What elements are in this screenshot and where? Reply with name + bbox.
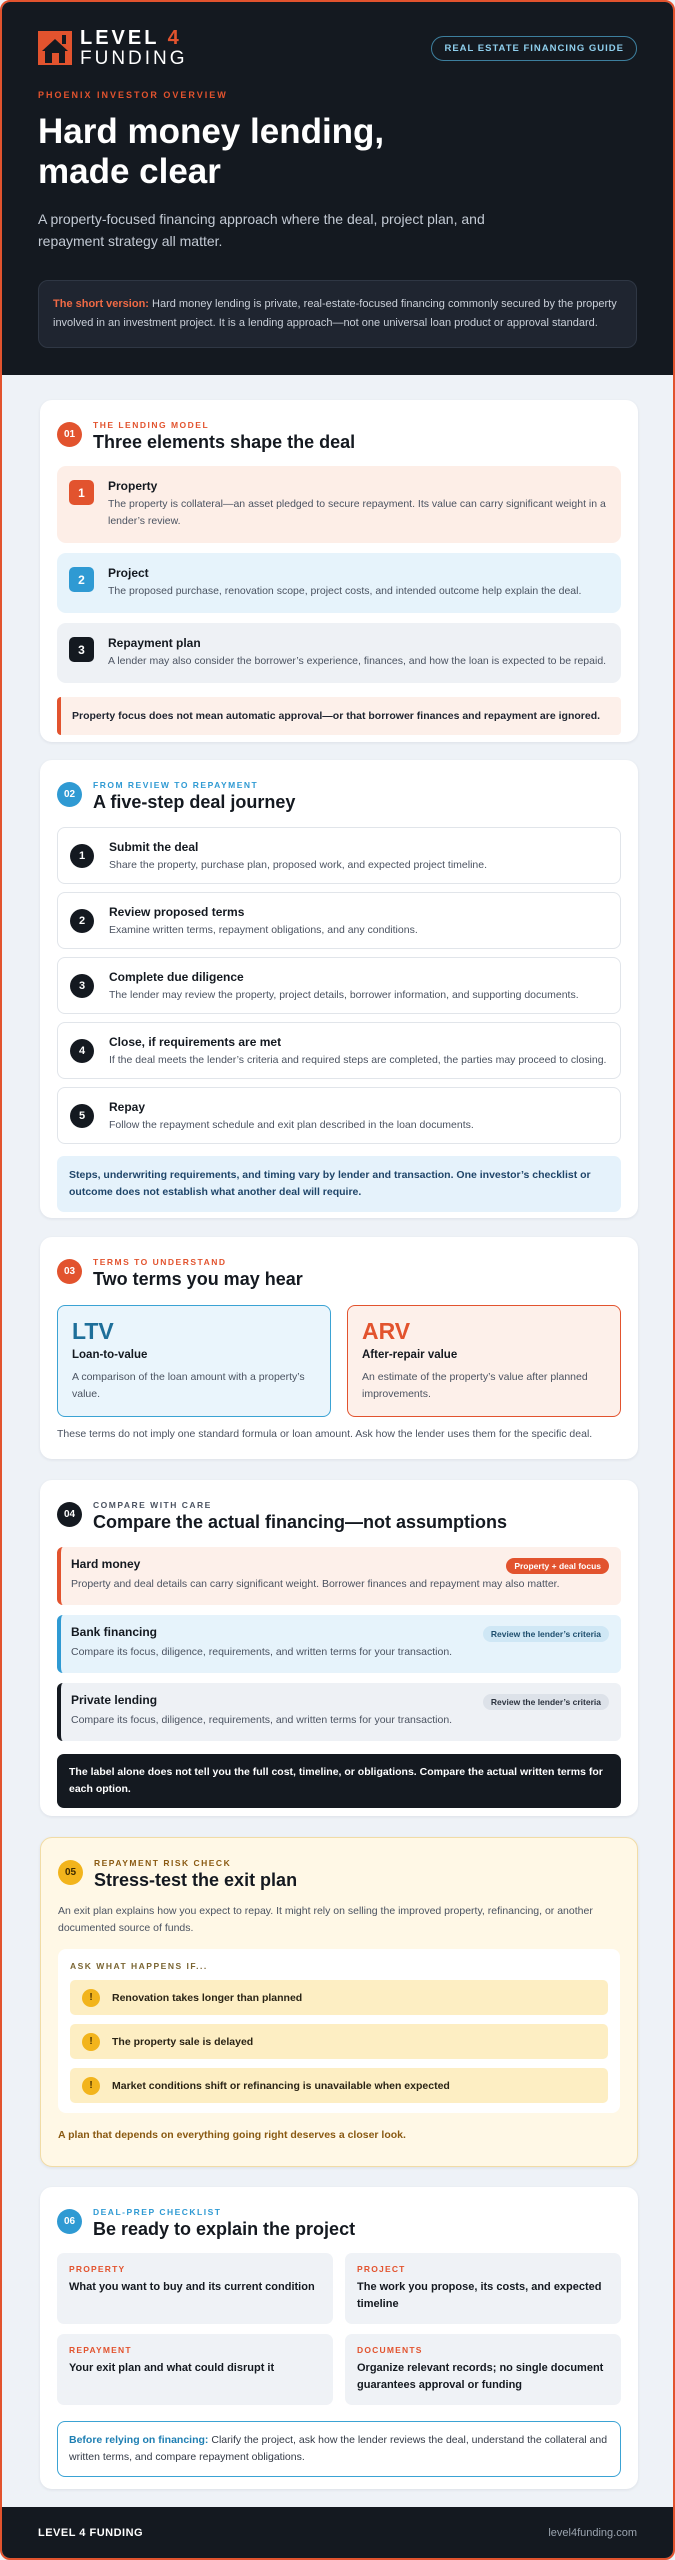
step-desc: If the deal meets the lender’s criteria and required steps are completed, the parties may proceed to closing.	[109, 1054, 607, 1066]
risk-item	[70, 1980, 608, 2015]
element-desc: The proposed purchase, renovation scope, project costs, and intended outcome help explain the deal.	[108, 585, 582, 597]
short-version-text: Hard money lending is private, real-estate-focused financing commonly secured by the property involved in an investment project. It is a lending approach—not one universal loan product or approval standard.	[53, 298, 617, 329]
section-title: A five-step deal journey	[93, 792, 296, 812]
step-number: 4	[70, 1039, 94, 1063]
ask-what-happens-box	[58, 1949, 620, 2113]
cell-label: PROPERTY	[69, 2264, 126, 2274]
checklist-cell	[57, 2253, 333, 2324]
section-deal-prep-checklist	[40, 2187, 638, 2489]
option-title: Private lending	[71, 1693, 158, 1707]
element-repayment-plan	[57, 623, 621, 683]
exit-warning: A plan that depends on everything going right deserves a closer look.	[58, 2129, 406, 2141]
step-number: 5	[70, 1104, 94, 1128]
term-arv	[347, 1305, 621, 1417]
section-eyebrow: THE LENDING MODEL	[93, 420, 210, 430]
ask-label: ASK WHAT HAPPENS IF...	[70, 1961, 208, 1971]
section-exit-plan	[40, 1837, 638, 2167]
step-desc: Examine written terms, repayment obligations, and any conditions.	[109, 924, 418, 936]
term-desc: A comparison of the loan amount with a property’s value.	[72, 1371, 305, 1400]
option-tag: Review the lender’s criteria	[483, 1694, 609, 1710]
section-number: 05	[58, 1860, 83, 1885]
section-number: 06	[57, 2209, 82, 2234]
rely-text: Clarify the project, ask how the lender reviews the deal, understand the collateral and written terms, and compare repayment obligations.	[69, 2434, 608, 2463]
section-number: 04	[57, 1502, 82, 1527]
section-title: Two terms you may hear	[93, 1269, 303, 1289]
journey-step	[57, 892, 621, 949]
cell-label: DOCUMENTS	[357, 2345, 423, 2355]
section-eyebrow: COMPARE WITH CARE	[93, 1500, 212, 1510]
option-bank-financing	[57, 1615, 621, 1673]
section-eyebrow: TERMS TO UNDERSTAND	[93, 1257, 227, 1267]
risk-text: The property sale is delayed	[112, 2035, 254, 2048]
option-desc: Compare its focus, diligence, requirements, and written terms for your transaction.	[71, 1714, 453, 1726]
step-number: 1	[70, 844, 94, 868]
element-title: Project	[108, 566, 149, 580]
element-number: 2	[69, 567, 94, 592]
section-title: Three elements shape the deal	[93, 432, 356, 452]
brand-line-2: FUNDING	[80, 48, 188, 69]
footer	[2, 2507, 673, 2558]
cell-text: Organize relevant records; no single document guarantees approval or funding	[357, 2362, 604, 2391]
element-title: Repayment plan	[108, 636, 201, 650]
cell-label: REPAYMENT	[69, 2345, 132, 2355]
step-title: Submit the deal	[109, 840, 199, 854]
journey-step	[57, 827, 621, 884]
section-number: 03	[57, 1259, 82, 1284]
warning-icon: !	[82, 1989, 100, 2007]
option-hard-money	[57, 1547, 621, 1605]
house-logo-icon	[38, 31, 72, 65]
guide-badge: REAL ESTATE FINANCING GUIDE	[431, 36, 637, 61]
cell-label: PROJECT	[357, 2264, 406, 2274]
step-desc: Share the property, purchase plan, proposed work, and expected project timeline.	[109, 859, 488, 871]
element-number: 3	[69, 637, 94, 662]
section-number: 01	[57, 422, 82, 447]
cell-text: What you want to buy and its current condition	[69, 2281, 315, 2293]
compare-note: The label alone does not tell you the full cost, timeline, or obligations. Compare the actual written terms for each option.	[57, 1754, 621, 1808]
hero-subtitle: A property-focused financing approach where the deal, project plan, and repayment strategy all matter.	[38, 211, 485, 249]
term-abbr: ARV	[362, 1318, 411, 1344]
step-desc: Follow the repayment schedule and exit plan described in the loan documents.	[109, 1119, 474, 1131]
element-desc: A lender may also consider the borrower’s experience, finances, and how the loan is expected to be repaid.	[108, 655, 607, 667]
terms-note: These terms do not imply one standard formula or loan amount. Ask how the lender uses them for the specific deal.	[57, 1428, 593, 1440]
step-number: 3	[70, 974, 94, 998]
footer-website-link[interactable]: level4funding.com	[548, 2526, 637, 2539]
term-abbr: LTV	[72, 1318, 114, 1344]
step-title: Close, if requirements are met	[109, 1035, 282, 1049]
risk-text: Renovation takes longer than planned	[112, 1991, 303, 2004]
before-relying-note	[57, 2421, 621, 2477]
journey-step	[57, 957, 621, 1014]
short-version-box	[38, 280, 637, 348]
element-project	[57, 553, 621, 613]
option-title: Bank financing	[71, 1625, 158, 1639]
section-compare-financing	[40, 1480, 638, 1816]
warning-icon: !	[82, 2077, 100, 2095]
checklist-cell	[57, 2334, 333, 2405]
section-number: 02	[57, 782, 82, 807]
section-title: Be ready to explain the project	[93, 2219, 356, 2239]
checklist-cell	[345, 2253, 621, 2324]
step-title: Complete due diligence	[109, 970, 244, 984]
element-property	[57, 466, 621, 543]
step-title: Review proposed terms	[109, 905, 245, 919]
option-desc: Compare its focus, diligence, requirements, and written terms for your transaction.	[71, 1646, 453, 1658]
step-title: Repay	[109, 1100, 146, 1114]
section-eyebrow: REPAYMENT RISK CHECK	[94, 1858, 232, 1868]
risk-text: Market conditions shift or refinancing is unavailable when expected	[112, 2079, 450, 2092]
risk-item	[70, 2068, 608, 2103]
property-focus-note: Property focus does not mean automatic approval—or that borrower finances and repayment are ignored.	[57, 697, 621, 735]
step-desc: The lender may review the property, project details, borrower information, and supporting documents.	[109, 989, 579, 1001]
section-eyebrow: FROM REVIEW TO REPAYMENT	[93, 780, 259, 790]
option-private-lending	[57, 1683, 621, 1741]
cell-text: Your exit plan and what could disrupt it	[69, 2362, 275, 2374]
term-name: Loan-to-value	[72, 1349, 148, 1361]
journey-note: Steps, underwriting requirements, and timing vary by lender and transaction. One investor’s checklist or outcome does not establish what another deal will require.	[57, 1156, 621, 1212]
short-version-lead: The short version:	[53, 298, 149, 310]
page-title: Hard money lending, made clear	[38, 112, 385, 191]
exit-intro: An exit plan explains how you expect to repay. It might rely on selling the improved property, refinancing, or another documented source of funds.	[58, 1905, 593, 1934]
checklist-cell	[345, 2334, 621, 2405]
term-name: After-repair value	[362, 1349, 458, 1361]
section-title: Compare the actual financing—not assumptions	[93, 1512, 508, 1532]
cell-text: The work you propose, its costs, and expected timeline	[357, 2281, 602, 2310]
hero-eyebrow: PHOENIX INVESTOR OVERVIEW	[38, 90, 228, 100]
footer-brand: LEVEL 4 FUNDING	[38, 2526, 144, 2539]
risk-item	[70, 2024, 608, 2059]
section-deal-journey	[40, 760, 638, 1218]
term-ltv	[57, 1305, 331, 1417]
section-eyebrow: DEAL-PREP CHECKLIST	[93, 2207, 222, 2217]
option-tag: Review the lender’s criteria	[483, 1626, 609, 1642]
element-title: Property	[108, 479, 158, 493]
rely-lead: Before relying on financing:	[69, 2434, 209, 2446]
option-tag: Property + deal focus	[506, 1558, 609, 1574]
element-number: 1	[69, 480, 94, 505]
term-desc: An estimate of the property’s value after planned improvements.	[362, 1371, 588, 1400]
step-number: 2	[70, 909, 94, 933]
warning-icon: !	[82, 2033, 100, 2051]
brand-line-1: LEVEL 4	[80, 27, 182, 49]
option-desc: Property and deal details can carry significant weight. Borrower finances and repayment may also matter.	[71, 1578, 560, 1590]
section-lending-model	[40, 400, 638, 742]
journey-step	[57, 1087, 621, 1144]
hero	[2, 2, 673, 375]
element-desc: The property is collateral—an asset pledged to secure repayment. Its value can carry significant weight in a lender’s review.	[108, 498, 606, 527]
section-title: Stress-test the exit plan	[94, 1870, 298, 1890]
option-title: Hard money	[71, 1557, 141, 1571]
journey-step	[57, 1022, 621, 1079]
section-terms	[40, 1237, 638, 1459]
